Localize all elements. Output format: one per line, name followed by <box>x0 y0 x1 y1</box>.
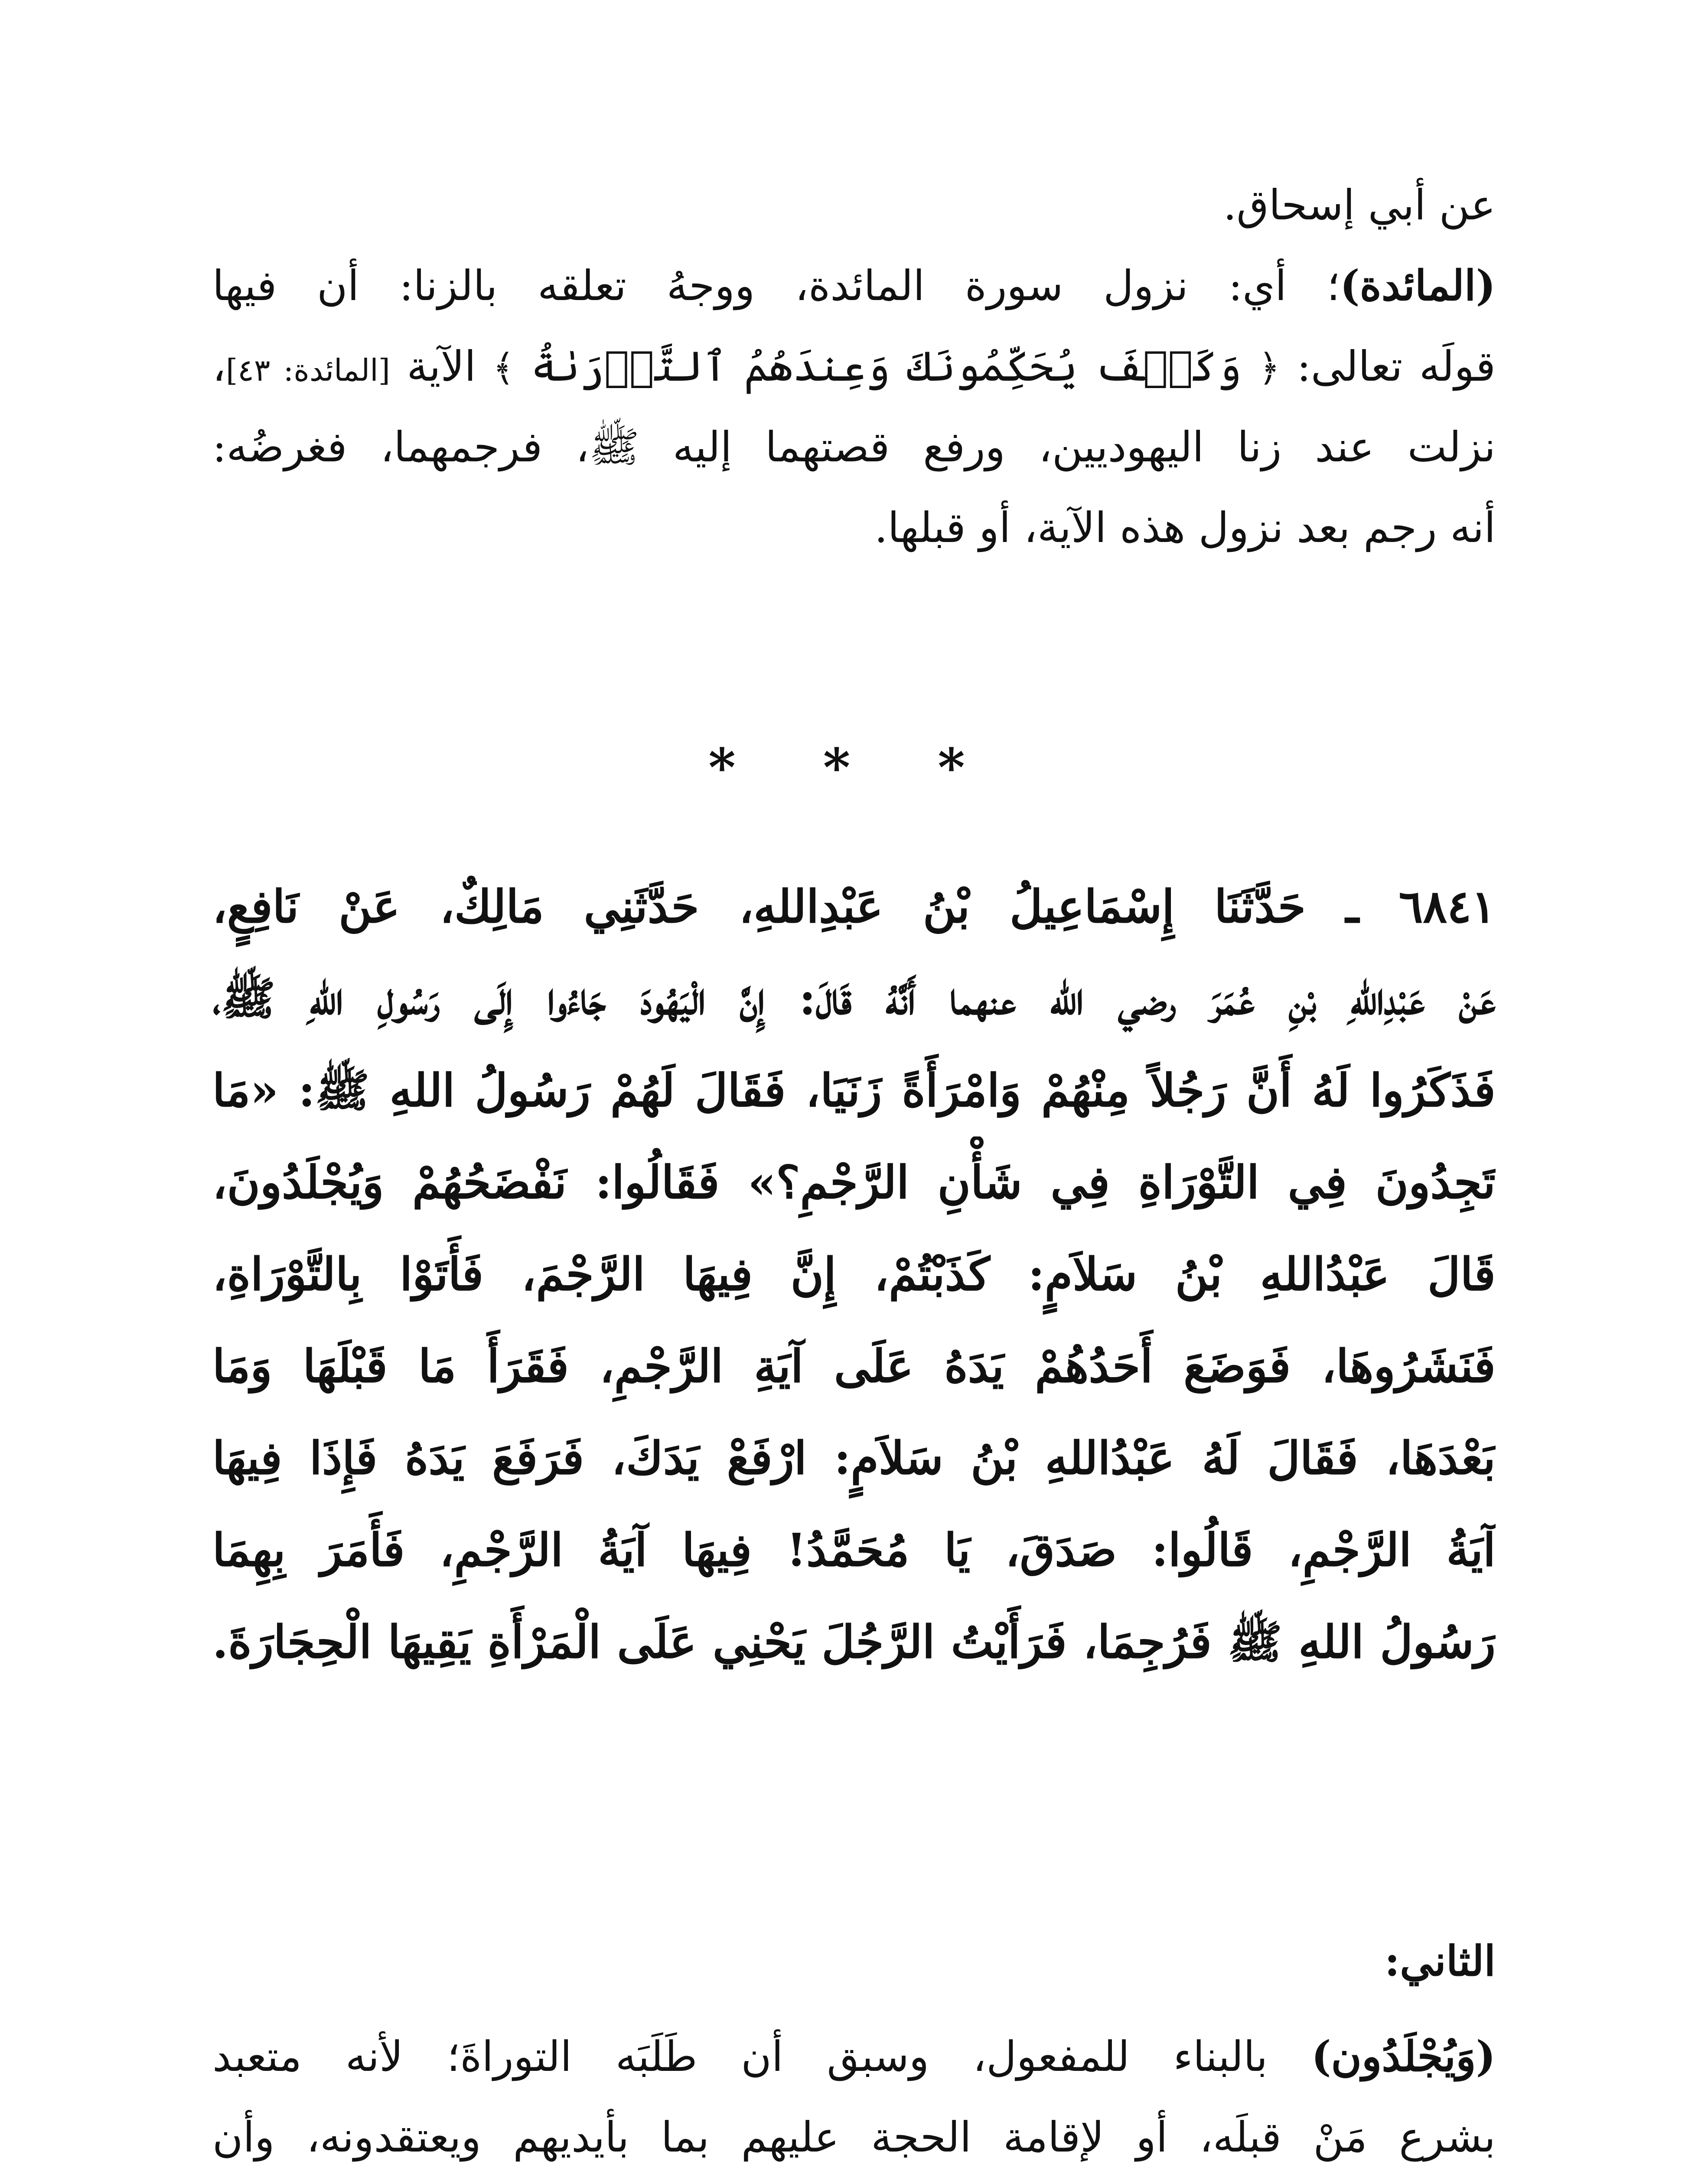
verse-label: الآية <box>407 342 476 391</box>
section-heading: الثاني: <box>1384 1936 1496 1985</box>
commentary-line-1: عن أبي إسحاق. <box>1223 181 1496 229</box>
commentary-line-2-text: ؛ أي: نزول سورة المائدة، ووجهُ تعلقه بالزنا: أن فيها <box>212 261 1340 310</box>
quran-verse: وَكَيۡفَ يُحَكِّمُونَكَ وَعِندَهُمُ ٱلتَّوۡرَىٰةُ <box>531 342 1242 391</box>
hadith-line-5: قَالَ عَبْدُاللهِ بْنُ سَلاَمٍ: كَذَبْتُمْ، إِنَّ فِيهَا الرَّجْمَ، فَأَتَوْا بِالتَّوْرَاةِ، <box>212 1247 1496 1301</box>
term-al-maidah: (المائدة) <box>1340 261 1496 310</box>
hadith-line-9: رَسُولُ اللهِ ﷺ فَرُجِمَا، فَرَأَيْتُ الرَّجُلَ يَحْنِي عَلَى الْمَرْأَةِ يَقِيهَا الْحِجَارَةَ. <box>212 1615 1496 1668</box>
commentary-line-4: نزلت عند زنا اليهوديين، ورفع قصتهما إليه ﷺ، فرجمهما، فغرضُه: <box>212 423 1496 471</box>
commentary-line-3-intro: قولَه تعالى: <box>1297 342 1496 391</box>
commentary-top <box>212 165 1496 568</box>
commentary-line-3 <box>212 326 1496 407</box>
commentary-bottom-line-1-text: بالبناء للمفعول، وسبق أن طَلَبَه التوراةَ؛ لأنه متعبد <box>212 2032 1268 2081</box>
hadith-line-6: فَنَشَرُوهَا، فَوَضَعَ أَحَدُهُمْ يَدَهُ عَلَى آيَةِ الرَّجْمِ، فَقَرَأَ مَا قَبْلَهَا وَمَا <box>212 1339 1496 1393</box>
commentary-bottom <box>212 2016 1496 2168</box>
section-separator: * * * <box>708 737 1000 798</box>
hadith-line-1: ٦٨٤١ ـ حَدَّثَنَا إِسْمَاعِيلُ بْنُ عَبْدِاللهِ، حَدَّثَنِي مَالِكٌ، عَنْ نَافِعٍ، <box>212 880 1496 933</box>
hadith-text <box>212 861 1496 1688</box>
verse-reference: [المائدة: ٤٣] <box>225 353 390 388</box>
comma: ، <box>212 342 226 391</box>
commentary-line-5: أنه رجم بعد نزول هذه الآية، أو قبلها. <box>874 503 1496 552</box>
hadith-line-4: تَجِدُونَ فِي التَّوْرَاةِ فِي شَأْنِ الرَّجْمِ؟» فَقَالُوا: نَفْضَحُهُمْ وَيُجْلَدُونَ، <box>212 1156 1496 1209</box>
commentary-bottom-line-2: بشرع مَنْ قبلَه، أو لإقامة الحجة عليهم بما بأيديهم ويعتقدونه، وأن <box>212 2113 1496 2161</box>
hadith-line-3: فَذَكَرُوا لَهُ أَنَّ رَجُلاً مِنْهُمْ وَامْرَأَةً زَنَيَا، فَقَالَ لَهُمْ رَسُولُ اللهِ ﷺ: «مَا <box>212 1064 1496 1117</box>
quran-bracket-open: ﴿ <box>1258 346 1281 390</box>
hadith-line-7: بَعْدَهَا، فَقَالَ لَهُ عَبْدُاللهِ بْنُ سَلاَمٍ: ارْفَعْ يَدَكَ، فَرَفَعَ يَدَهُ فَإِذَا فِيهَا <box>212 1431 1496 1485</box>
commentary-bottom-line-1 <box>212 2016 1496 2097</box>
hadith-line-8: آيَةُ الرَّجْمِ، قَالُوا: صَدَقَ، يَا مُحَمَّدُ! فِيهَا آيَةُ الرَّجْمِ، فَأَمَرَ بِهِمَا <box>212 1523 1496 1577</box>
term-yujladun: (وَيُجْلَدُون) <box>1311 2032 1496 2081</box>
hadith-line-2: عَنْ عَبْدِاللهِ بْنِ عُمَرَ رضي الله عنهما أَنَّهُ قَالَ: إِنَّ الْيَهُودَ جَاءُوا إِلَى رَسُولِ اللهِ ﷺ، <box>212 972 1496 1025</box>
quran-bracket-close: ﴾ <box>492 346 515 390</box>
commentary-line-2 <box>212 245 1496 326</box>
